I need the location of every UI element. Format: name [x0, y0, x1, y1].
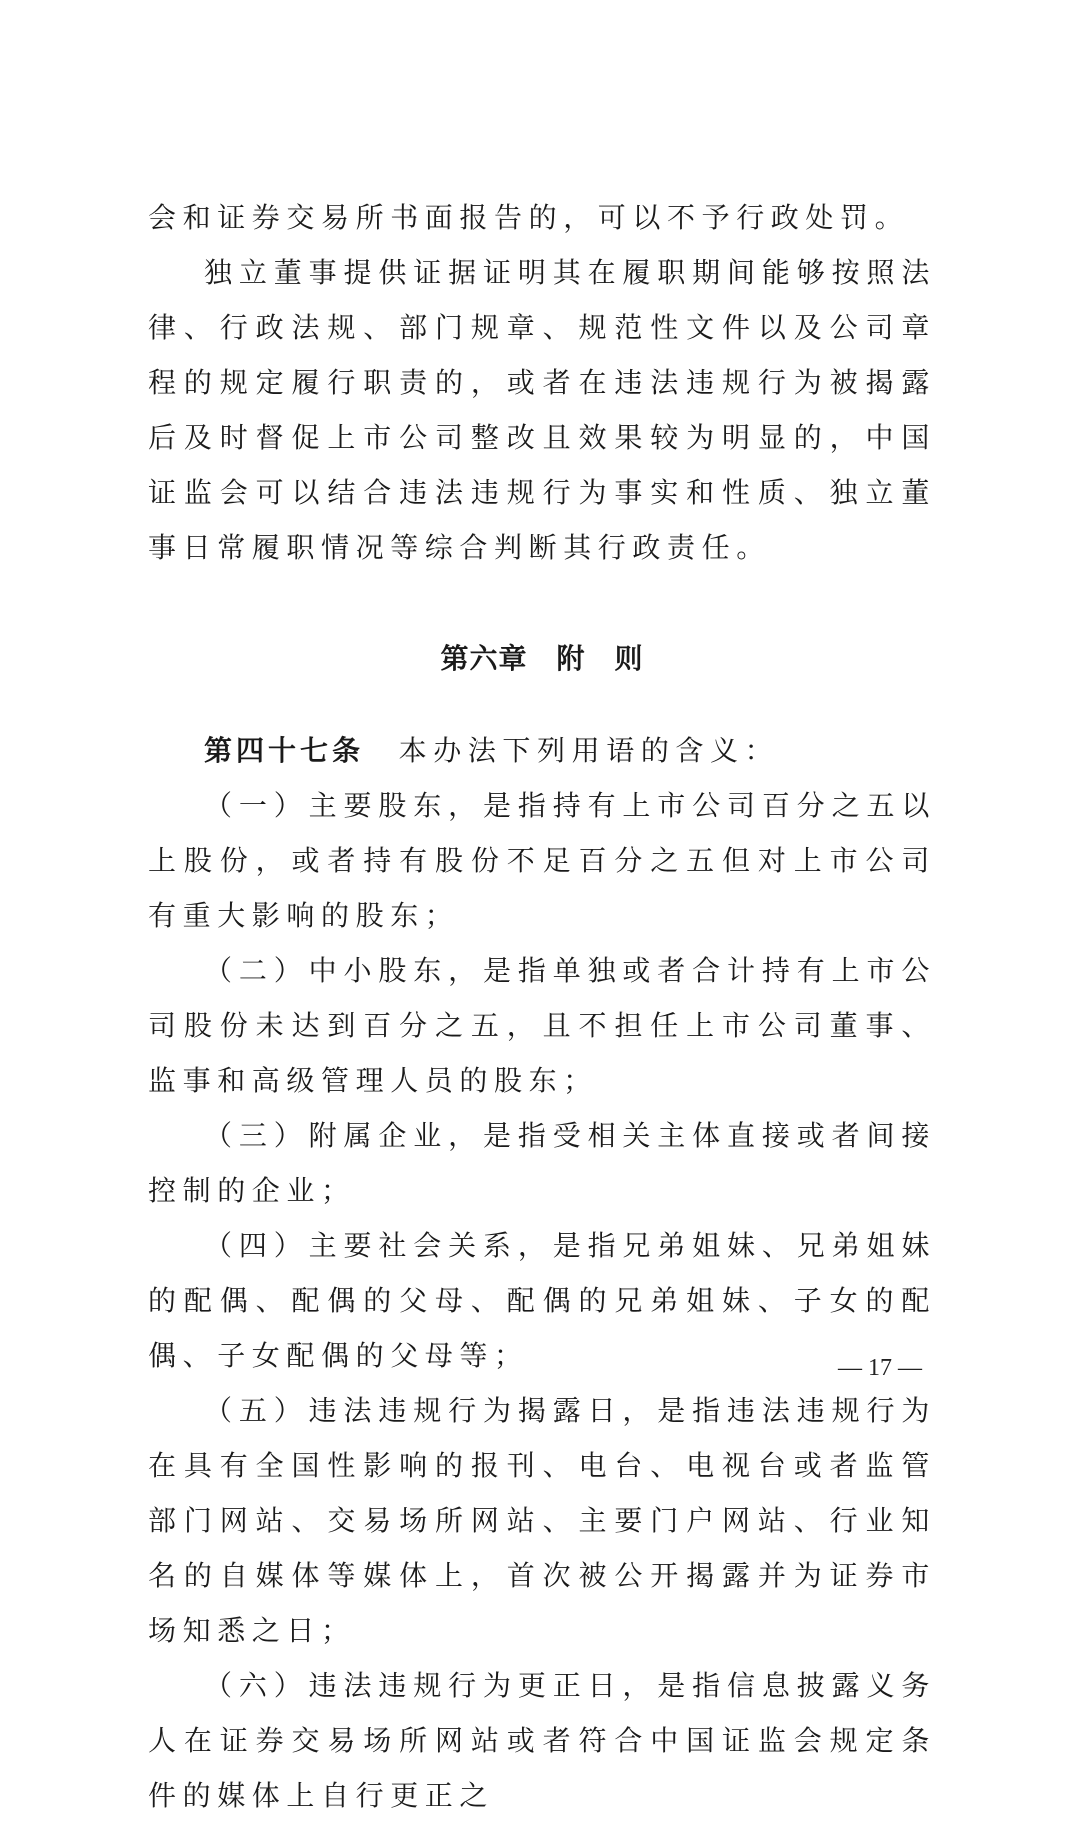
document-page — [148, 190, 936, 1823]
page-number: — 17 — — [838, 1355, 922, 1381]
article-47-heading — [148, 723, 936, 778]
independent-director-paragraph: 独立董事提供证据证明其在履职期间能够按照法律、行政法规、部门规章、规范性文件以及公司章程的规定履行职责的，或者在违法违规行为被揭露后及时督促上市公司整改且效果较为明显的，中国证监会可以结合违法违规行为事实和性质、独立董事日常履职情况等综合判断其行政责任。 — [148, 256, 936, 564]
article-item-6: （六）违法违规行为更正日，是指信息披露义务人在证券交易场所网站或者符合中国证监会规定条件的媒体上自行更正之 — [148, 1669, 936, 1812]
article-number: 第四十七条 — [204, 734, 365, 767]
article-item-1: （一）主要股东，是指持有上市公司百分之五以上股份，或者持有股份不足百分之五但对上市公司有重大影响的股东； — [148, 789, 936, 932]
continuation-paragraph: 会和证券交易所书面报告的，可以不予行政处罚。 — [148, 201, 910, 234]
article-item-5: （五）违法违规行为揭露日，是指违法违规行为在具有全国性影响的报刊、电台、电视台或者监管部门网站、交易场所网站、主要门户网站、行业知名的自媒体等媒体上，首次被公开揭露并为证券市场知悉之日； — [148, 1394, 936, 1647]
chapter-title — [148, 631, 936, 686]
chapter-title-text: 第六章 附 则 — [440, 642, 644, 675]
article-intro: 本办法下列用语的含义： — [364, 734, 780, 767]
article-item-3: （三）附属企业，是指受相关主体直接或者间接控制的企业； — [148, 1119, 936, 1207]
article-item-2: （二）中小股东，是指单独或者合计持有上市公司股份未达到百分之五，且不担任上市公司董事、监事和高级管理人员的股东； — [148, 954, 936, 1097]
article-item-4: （四）主要社会关系，是指兄弟姐妹、兄弟姐妹的配偶、配偶的父母、配偶的兄弟姐妹、子女的配偶、子女配偶的父母等； — [148, 1229, 936, 1372]
